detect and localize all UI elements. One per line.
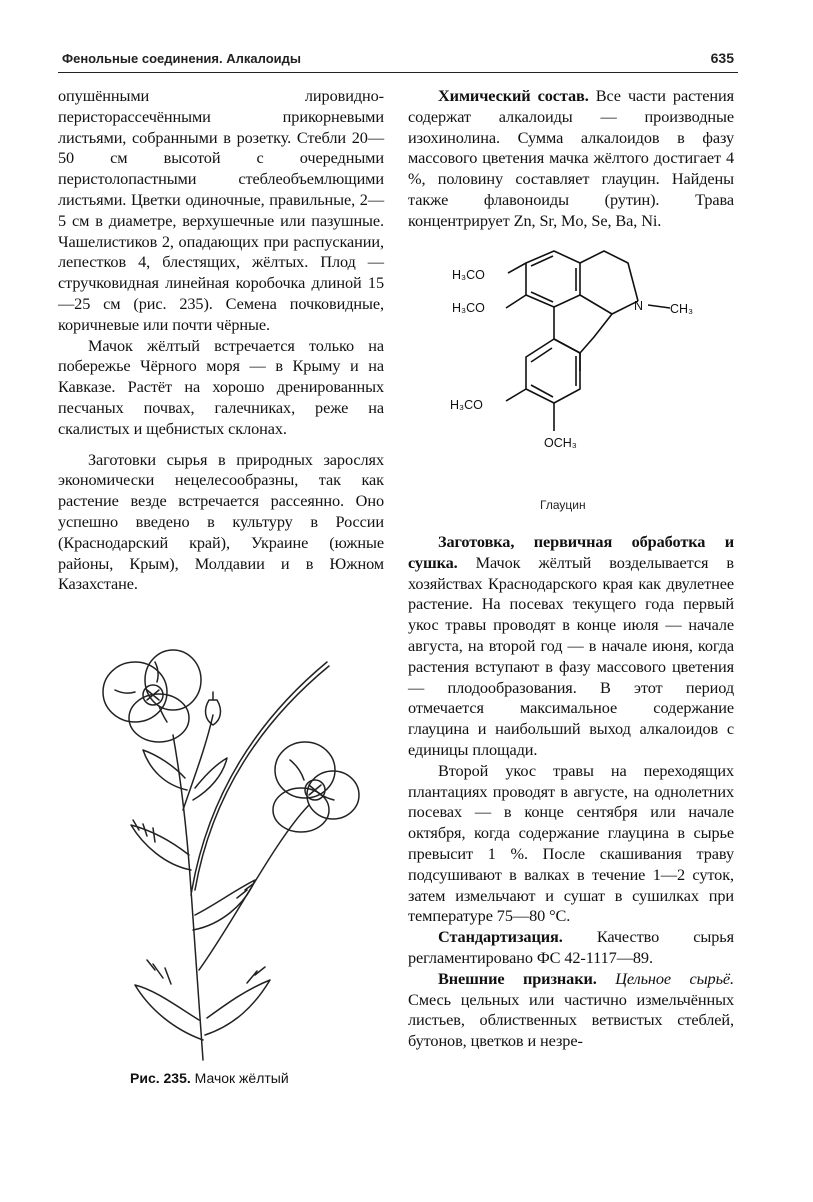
- methoxy-label-3: H₃CO: [450, 398, 483, 412]
- external-features-paragraph: [408, 969, 734, 1052]
- external-features-italic: Цельное сырьё.: [596, 968, 734, 988]
- methoxy-label-2: H₃CO: [452, 301, 485, 315]
- figure-label: Рис. 235.: [130, 1070, 191, 1086]
- left-paragraph-3: Заготовки сырья в природных зарослях экономически нецелесообразны, так как растение везде встречается рассеянно. Оно успешно введено в культуру в России (Краснодарский край), Украине (южные районы, Крым), Молдавии и в Южном Казахстане.: [58, 449, 384, 594]
- harvest-paragraph: [408, 532, 734, 761]
- nitrogen-label: N: [634, 299, 644, 313]
- right-column-upper: [408, 86, 734, 232]
- methoxy-label-1: H₃CO: [452, 268, 485, 282]
- page-number: 635: [710, 50, 734, 66]
- harvest-heading: Заготовка, первичная обработка и сушка.: [408, 532, 734, 572]
- methoxy-label-4: OCH₃: [544, 436, 577, 450]
- methyl-label: CH₃: [670, 302, 694, 316]
- standardization-heading: Стандартизация.: [438, 927, 563, 947]
- chem-composition-paragraph: [408, 86, 734, 232]
- left-paragraph-2: Мачок жёлтый встречается только на побережье Чёрного моря — в Крыму и на Кавказе. Растёт на хорошо дренированных песчаных почвах, галечниках, реже на скалистых и щебнистых склонах.: [58, 335, 384, 438]
- figure-caption: [130, 1070, 289, 1086]
- page-header: [58, 50, 738, 73]
- second-cut-paragraph: Второй укос травы на переходящих плантациях проводят в августе, на однолетних посевах — в конце сентября или начале октября, когда содержание глауцина в сырье превысит 1 %. После скашивания траву подсушивают в валках в течение 1—2 суток, затем измельчают и сушат в сушилках при температуре 75—80 °С.: [408, 760, 734, 926]
- chem-composition-text: Все части растения содержат алкалоиды — производные изохинолина. Сумма алкалоидов в фазу массового цветения мачка жёлтого достигает 4 %, половину составляет глауцин. Найдены также флавоноиды (рутин). Трава концентрирует Zn, Sr, Mo, Se, Ba, Ni.: [408, 86, 734, 230]
- glaucine-structure-svg: [428, 246, 728, 496]
- left-column: [58, 86, 384, 595]
- chem-composition-heading: Химический состав.: [438, 86, 589, 105]
- standardization-text: Качество сырья регламентировано ФС 42-1117—89.: [408, 927, 734, 967]
- yellow-horned-poppy-drawing: [95, 640, 375, 1065]
- right-column-lower: [408, 532, 734, 1052]
- structure-caption: Глауцин: [540, 498, 586, 512]
- glaucine-structure: [428, 246, 728, 496]
- plant-illustration: [95, 640, 375, 1065]
- standardization-paragraph: [408, 927, 734, 969]
- external-features-text: Смесь цельных или частично измельчённых листьев, облиственных ветвистых стеблей, бутонов, цветков и незре-: [408, 989, 734, 1051]
- harvest-text: Мачок жёлтый возделывается в хозяйствах Краснодарского края как двулетнее растение. На посевах текущего года первый укос травы проводят в конце июля — начале августа, на второй год — в начале июня, когда растения вступают в фазу массового цветения — плодообразования. В этот период отмечается максимальное содержание глауцина и наибольший выход алкалоидов с единицы площади.: [408, 552, 734, 759]
- left-paragraph-1: опушёнными лировидно-перисторассечёнными прикорневыми листьями, собранными в розетку. Стебли 20—50 см высотой с очередными перистолопастными стеблеобъемлющими листьями. Цветки одиночные, правильные, 2—5 см в диаметре, верхушечные или пазушные. Чашелистиков 2, опадающих при распускании, лепестков 4, блестящих, жёлтых. Плод — стручковидная линейная коробочка длиной 15—25 см (рис. 235). Семена почковидные, коричневые или почти чёрные.: [58, 86, 384, 334]
- external-features-heading: Внешние признаки.: [438, 968, 597, 988]
- figure-caption-text: Мачок жёлтый: [190, 1070, 289, 1086]
- running-head: Фенольные соединения. Алкалоиды: [62, 51, 301, 66]
